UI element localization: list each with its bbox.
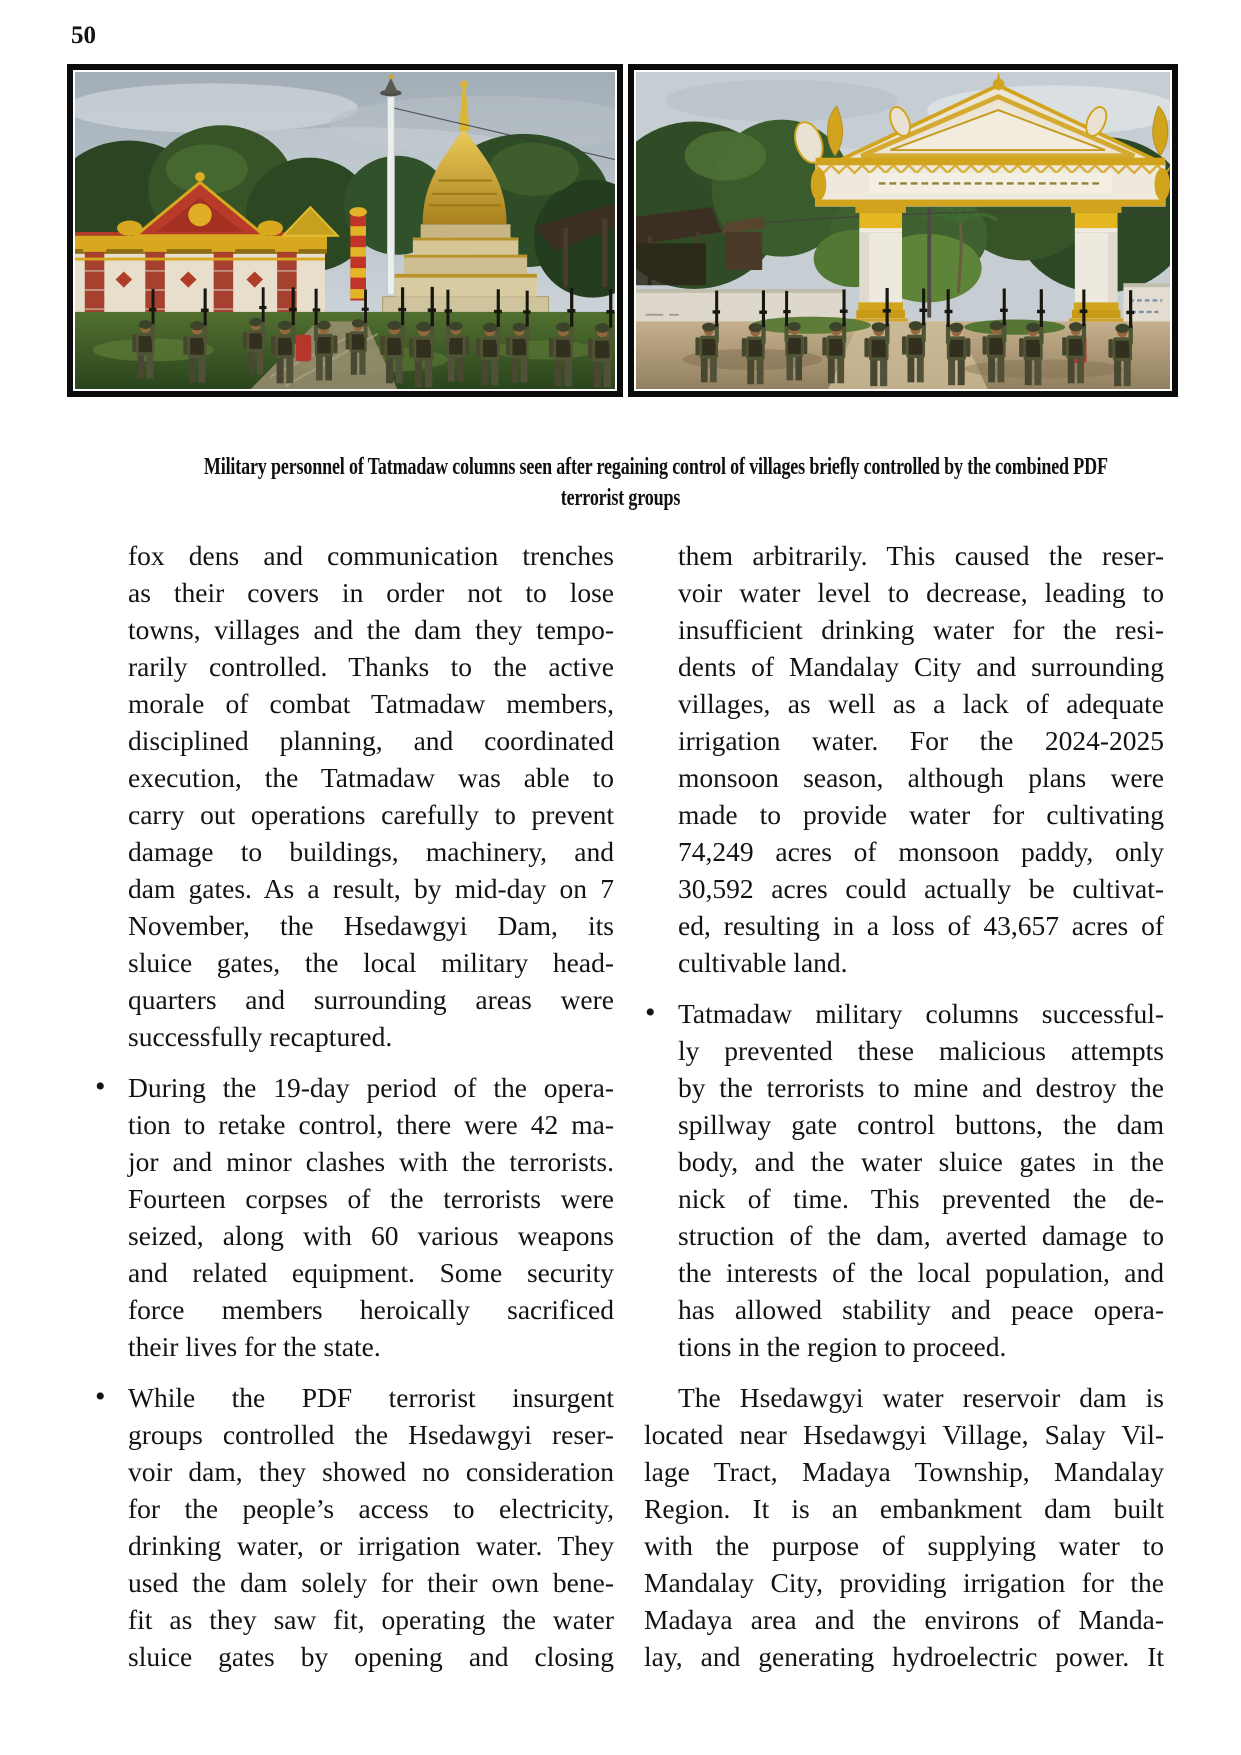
text-line: force members heroically sacrificed [128, 1294, 614, 1325]
text-line: has allowed stability and peace opera- [678, 1294, 1164, 1325]
text-line: irrigation water. For the 2024-2025 [678, 725, 1164, 756]
text-line: Mandalay City, providing irrigation for the [644, 1567, 1164, 1598]
page-number: 50 [71, 22, 96, 49]
photo-gateway-soldiers [628, 64, 1178, 397]
paragraph [678, 537, 1164, 981]
text-line: ed, resulting in a loss of 43,657 acres of [678, 910, 1164, 941]
text-line: Madaya area and the environs of Manda- [644, 1604, 1164, 1635]
text-line: groups controlled the Hsedawgyi reser- [128, 1419, 614, 1450]
text-line: jor and minor clashes with the terrorists. [128, 1146, 614, 1177]
left-column [94, 537, 614, 1675]
text-line: nick of time. This prevented the de- [678, 1183, 1164, 1214]
text-line: dents of Mandalay City and surrounding [678, 651, 1164, 682]
caption-line-2: terrorist groups [560, 485, 681, 511]
body-columns [94, 537, 1164, 1675]
text-line: villages, as well as a lack of adequate [678, 688, 1164, 719]
text-line: lay, and generating hydroelectric power. It [644, 1641, 1164, 1672]
text-line: monsoon season, although plans were [678, 762, 1164, 793]
text-line: lage Tract, Madaya Township, Mandalay [644, 1456, 1164, 1487]
text-line: 30,592 acres could actually be cultivat- [678, 873, 1164, 904]
paragraph [128, 537, 614, 1055]
paragraph [644, 1379, 1164, 1675]
text-line: disciplined planning, and coordinated [128, 725, 614, 756]
text-line: During the 19-day period of the opera- [128, 1072, 614, 1103]
right-column [644, 537, 1164, 1675]
text-line: damage to buildings, machinery, and [128, 836, 614, 867]
bullet-item [645, 995, 1164, 1365]
text-line: fit as they saw fit, operating the water [128, 1604, 614, 1635]
text-line: carry out operations carefully to prevent [128, 799, 614, 830]
text-line: sluice gates, the local military head- [128, 947, 614, 978]
pagoda-photo-illustration [75, 72, 615, 389]
text-line: While the PDF terrorist insurgent [128, 1382, 614, 1413]
text-line: the interests of the local population, and [678, 1257, 1164, 1288]
text-line: with the purpose of supplying water to [644, 1530, 1164, 1561]
figure-photos [67, 64, 1178, 397]
text-line: fox dens and communication trenches [128, 540, 614, 571]
text-line: insufficient drinking water for the resi- [678, 614, 1164, 645]
text-line: spillway gate control buttons, the dam [678, 1109, 1164, 1140]
text-line: Region. It is an embankment dam built [644, 1493, 1164, 1524]
text-line: morale of combat Tatmadaw members, [128, 688, 614, 719]
bullet-marker: • [645, 996, 656, 1029]
text-line: tion to retake control, there were 42 ma- [128, 1109, 614, 1140]
text-line: body, and the water sluice gates in the [678, 1146, 1164, 1177]
photo-pagoda-soldiers [67, 64, 623, 397]
text-line: sluice gates by opening and closing [128, 1641, 614, 1672]
bullet-item [95, 1379, 614, 1675]
text-line: used the dam solely for their own bene- [128, 1567, 614, 1598]
text-line: 74,249 acres of monsoon paddy, only [678, 836, 1164, 867]
text-line: by the terrorists to mine and destroy the [678, 1072, 1164, 1103]
text-line: tions in the region to proceed. [678, 1331, 1007, 1362]
caption-line-1: Military personnel of Tatmadaw columns seen after regaining control of villages briefly controlled by the combined PDF [203, 454, 1108, 480]
bullet-item [95, 1069, 614, 1365]
text-line: and related equipment. Some security [128, 1257, 614, 1288]
text-line: successfully recaptured. [128, 1021, 393, 1052]
text-line: drinking water, or irrigation water. They [128, 1530, 614, 1561]
text-line: their lives for the state. [128, 1331, 381, 1362]
text-line: voir water level to decrease, leading to [678, 577, 1164, 608]
text-line: quarters and surrounding areas were [128, 984, 614, 1015]
bullet-marker: • [95, 1070, 106, 1103]
text-line: execution, the Tatmadaw was able to [128, 762, 614, 793]
text-line: cultivable land. [678, 947, 848, 978]
figure-caption [65, 452, 1176, 514]
text-line: voir dam, they showed no consideration [128, 1456, 614, 1487]
bullet-marker: • [95, 1380, 106, 1413]
text-line: as their covers in order not to lose [128, 577, 614, 608]
text-line: located near Hsedawgyi Village, Salay Vil- [644, 1419, 1164, 1450]
text-line: November, the Hsedawgyi Dam, its [128, 910, 614, 941]
text-line: seized, along with 60 various weapons [128, 1220, 614, 1251]
text-line: ly prevented these malicious attempts [678, 1035, 1164, 1066]
text-line: made to provide water for cultivating [678, 799, 1164, 830]
text-line: The Hsedawgyi water reservoir dam is [678, 1382, 1164, 1413]
text-line: Tatmadaw military columns successful- [678, 998, 1164, 1029]
text-line: rarily controlled. Thanks to the active [128, 651, 614, 682]
gateway-photo-illustration [636, 72, 1170, 389]
text-line: struction of the dam, averted damage to [678, 1220, 1164, 1251]
text-line: them arbitrarily. This caused the reser- [678, 540, 1164, 571]
text-line: for the people’s access to electricity, [128, 1493, 614, 1524]
text-line: dam gates. As a result, by mid-day on 7 [128, 873, 614, 904]
text-line: towns, villages and the dam they tempo- [128, 614, 614, 645]
text-line: Fourteen corpses of the terrorists were [128, 1183, 614, 1214]
